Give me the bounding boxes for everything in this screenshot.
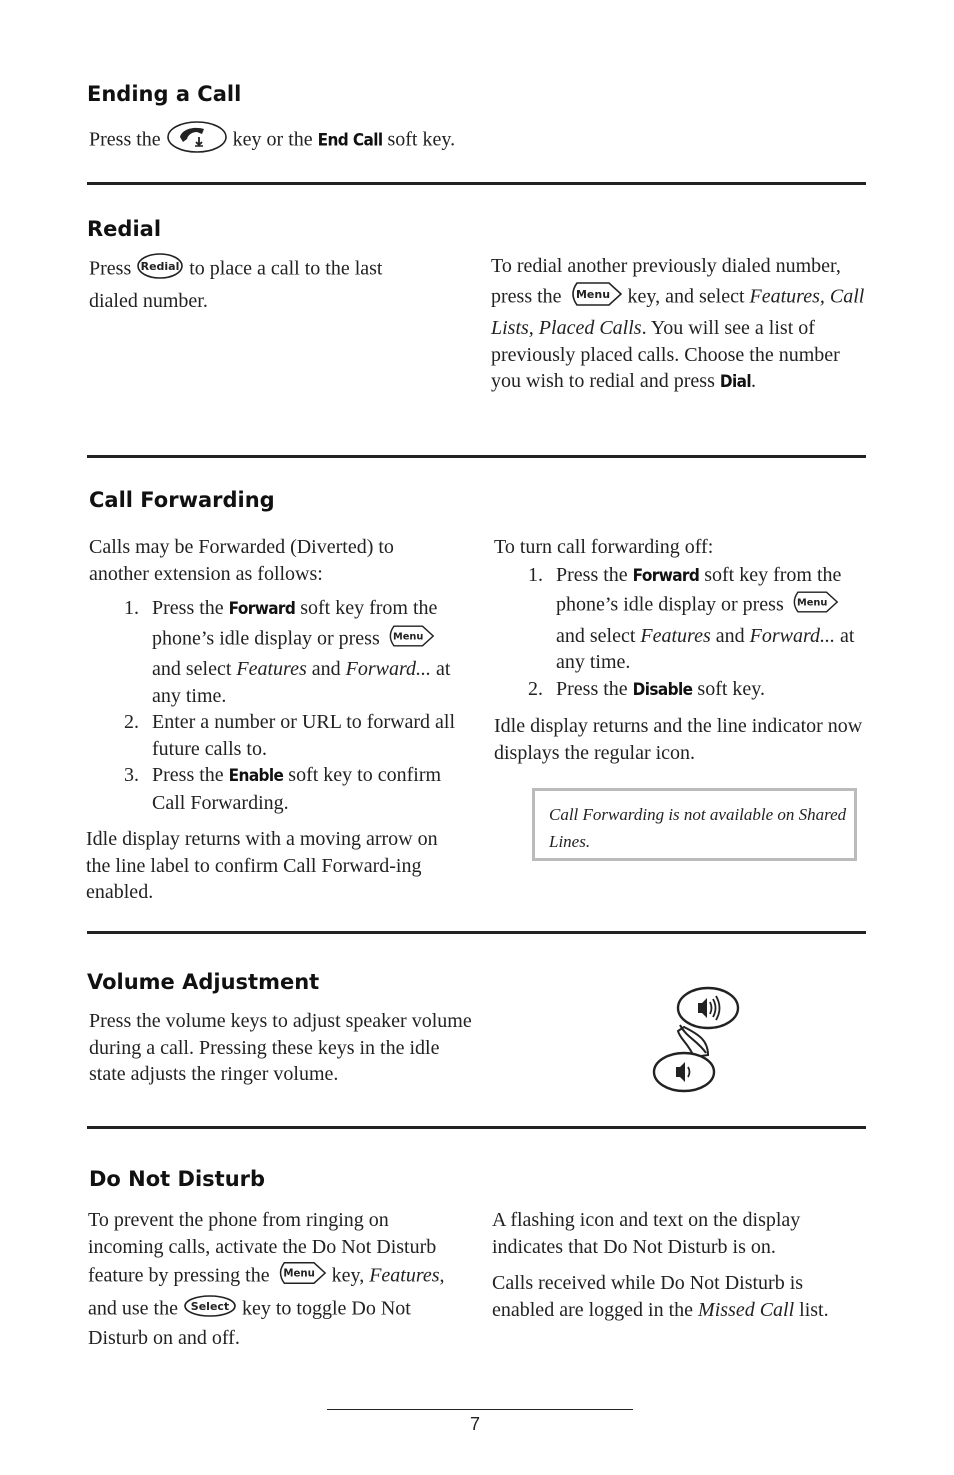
text-fragment: and select (152, 658, 232, 680)
forwarding-off-steps (528, 562, 864, 704)
menu-key-label: Menu (392, 631, 424, 643)
step-number: 1. (124, 597, 139, 619)
list-item (124, 709, 459, 762)
menu-path: Features (369, 1264, 440, 1287)
text-fragment: at any time. (556, 624, 855, 673)
shared-lines-note: Call Forwarding is not available on Shared Lines. (549, 805, 847, 851)
missed-call-list-name: Missed Call (698, 1298, 795, 1321)
text-fragment: , and use the (88, 1264, 445, 1319)
text-fragment: Press the (152, 597, 224, 619)
text-fragment: key, (331, 1264, 365, 1287)
menu-key-icon (385, 623, 435, 657)
text-fragment: and (715, 624, 745, 647)
text-fragment: Press the (556, 677, 628, 700)
forwarding-left-outro: Idle display returns with a moving arrow on the line label to confirm Call Forward-ing enabled. (86, 828, 438, 903)
text-fragment: and select (556, 624, 636, 647)
dnd-right-para-2 (492, 1270, 866, 1323)
text-fragment: key, and select (627, 284, 745, 307)
forwarding-right-column (494, 534, 866, 766)
text-fragment: . You will see a list of previously placed calls. Choose the number you wish to redial and press (491, 317, 840, 392)
text-fragment: Press the (152, 764, 224, 786)
text-fragment: Calls received while Do Not Disturb is enabled are logged in the (492, 1272, 804, 1321)
text-fragment: Press the (89, 128, 161, 151)
text-fragment: soft key. (387, 128, 456, 151)
step-number: 2. (528, 677, 543, 700)
forwarding-off-intro: To turn call forwarding off: (494, 536, 714, 558)
menu-path: Features (640, 624, 711, 647)
ending-call-text (89, 120, 689, 162)
forward-softkey-label: Forward (228, 599, 296, 619)
list-item (528, 562, 864, 676)
text-fragment: Press the (556, 563, 628, 586)
select-key-icon (183, 1294, 237, 1326)
text-fragment: soft key from the phone’s idle display or press (152, 597, 438, 649)
footer-rule (327, 1409, 633, 1410)
redial-right-text (491, 253, 866, 396)
text-fragment: . (750, 370, 756, 392)
text-fragment: key or the (232, 128, 313, 151)
list-item (528, 676, 864, 704)
forwarding-steps (124, 595, 459, 816)
volume-up-key (678, 988, 738, 1028)
text-fragment: list. (799, 1298, 829, 1321)
forwarding-intro: Calls may be Forwarded (Diverted) to another extension as follows: (89, 536, 394, 585)
menu-key-label: Menu (282, 1268, 315, 1280)
forwarding-right-outro: Idle display returns and the line indicator now displays the regular icon. (494, 715, 863, 764)
text-fragment: and (311, 658, 341, 680)
dnd-right-column (492, 1207, 866, 1323)
volume-keys-illustration (650, 983, 742, 1093)
section-title-volume: Volume Adjustment (87, 970, 320, 994)
end-call-softkey-label: End Call (317, 130, 383, 151)
step-number: 3. (124, 764, 139, 786)
list-item (124, 762, 459, 816)
section-divider (87, 455, 866, 458)
menu-key-label: Menu (796, 597, 828, 609)
text-fragment: Press (89, 257, 132, 280)
section-title-call-forwarding: Call Forwarding (89, 488, 275, 512)
menu-path: Forward... (749, 624, 836, 647)
forward-softkey-label: Forward (632, 565, 700, 586)
menu-key-icon (275, 1260, 327, 1294)
menu-path: Features (236, 658, 307, 680)
redial-left-text (89, 252, 434, 314)
section-divider (87, 931, 866, 934)
text-fragment: to place a call to the last dialed number. (89, 257, 383, 312)
shared-lines-note-box (532, 788, 857, 861)
section-title-redial: Redial (87, 217, 162, 241)
menu-path: Features, Call Lists, Placed Calls (491, 284, 865, 339)
enable-softkey-label: Enable (228, 766, 284, 786)
section-title-ending-call: Ending a Call (87, 82, 242, 106)
end-call-key-icon (166, 120, 228, 162)
redial-key-label: Redial (140, 260, 180, 273)
text-fragment: key to toggle Do Not Disturb on and off. (88, 1296, 411, 1349)
text-fragment: soft key. (697, 677, 765, 700)
redial-key-icon (136, 252, 184, 288)
text-fragment: To prevent the phone from ringing on incoming calls, activate the Do Not Disturb feature by pressing the (88, 1209, 437, 1287)
volume-text: Press the volume keys to adjust speaker volume during a call. Pressing these keys in the idle state adjusts the ringer volume. (89, 1010, 472, 1085)
forwarding-left-column (86, 534, 464, 906)
step-number: 2. (124, 711, 139, 733)
menu-path: Forward... (345, 658, 432, 680)
text-fragment: soft key from the phone’s idle display or press (556, 563, 842, 616)
menu-key-icon (567, 280, 623, 316)
step-number: 1. (528, 563, 543, 586)
disable-softkey-label: Disable (632, 679, 693, 700)
section-divider (87, 182, 866, 185)
select-key-label: Select (190, 1299, 230, 1313)
text-fragment: soft key to confirm Call Forwarding. (152, 764, 442, 814)
list-item (124, 595, 459, 709)
dial-softkey-label: Dial (719, 372, 751, 392)
section-divider (87, 1126, 866, 1129)
dnd-right-para-1: A flashing icon and text on the display indicates that Do Not Disturb is on. (492, 1209, 801, 1258)
dnd-left-text (88, 1207, 466, 1352)
text-fragment: Enter a number or URL to forward all future calls to. (152, 711, 456, 760)
menu-key-icon (789, 589, 839, 623)
page-number: 7 (469, 1414, 480, 1434)
section-title-do-not-disturb: Do Not Disturb (89, 1167, 266, 1191)
menu-key-label: Menu (575, 287, 610, 301)
text-fragment: To redial another previously dialed number, press the (491, 255, 841, 307)
text-fragment: at any time. (152, 658, 451, 707)
